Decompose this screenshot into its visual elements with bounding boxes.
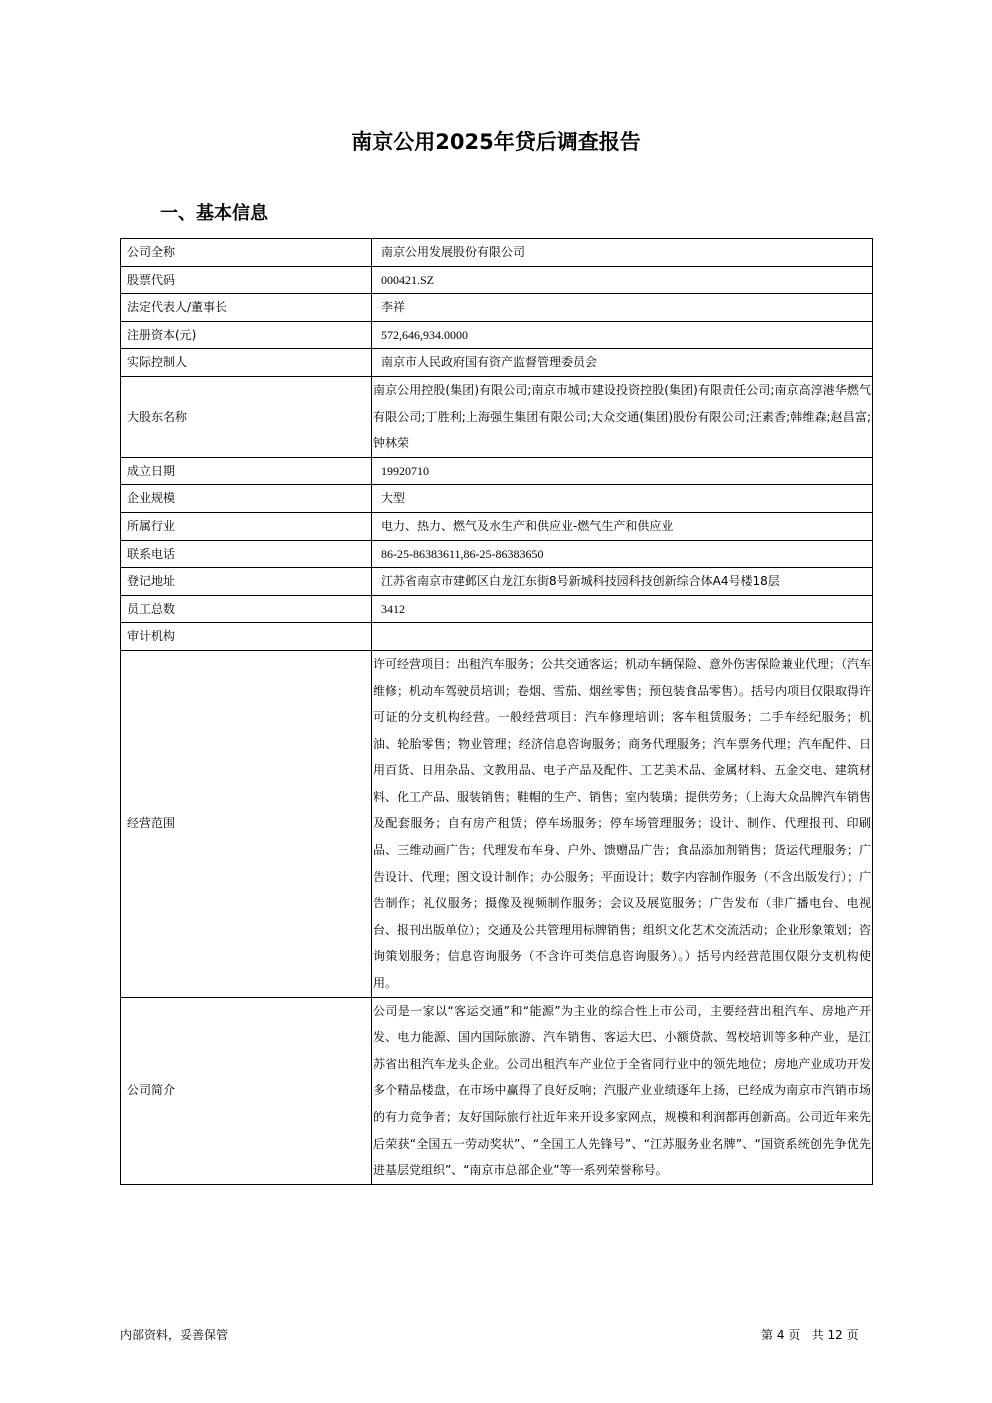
table-row (121, 650, 873, 997)
legal-representative-value: 李祥 (372, 294, 873, 322)
basic-info-table (120, 238, 873, 1185)
registered-address-value: 江苏省南京市建邺区白龙江东街8号新城科技园科技创新综合体A4号楼18层 (372, 568, 873, 596)
company-name-value: 南京公用发展股份有限公司 (372, 239, 873, 267)
table-row (121, 349, 873, 377)
row-label: 公司简介 (121, 997, 372, 1184)
row-label: 员工总数 (121, 595, 372, 623)
row-label: 实际控制人 (121, 349, 372, 377)
footer-confidential-note: 内部资料，妥善保管 (120, 1328, 229, 1342)
phone-value: 86-25-86383611,86-25-86383650 (372, 540, 873, 568)
table-row (121, 512, 873, 540)
table-row (121, 623, 873, 651)
registered-capital-value: 572,646,934.0000 (372, 321, 873, 349)
employee-count-value: 3412 (372, 595, 873, 623)
row-label: 审计机构 (121, 623, 372, 651)
row-label: 经营范围 (121, 650, 372, 997)
industry-value: 电力、热力、燃气及水生产和供应业-燃气生产和供应业 (372, 512, 873, 540)
section-heading: 一、基本信息 (160, 203, 268, 224)
table-row (121, 239, 873, 267)
row-label: 股票代码 (121, 266, 372, 294)
row-label: 登记地址 (121, 568, 372, 596)
row-label: 联系电话 (121, 540, 372, 568)
document-title: 南京公用2025年贷后调查报告 (351, 130, 641, 154)
row-label: 法定代表人/董事长 (121, 294, 372, 322)
table-row (121, 997, 873, 1184)
table-row (121, 294, 873, 322)
table-row (121, 568, 873, 596)
company-profile-value: 公司是一家以“客运交通”和“能源”为主业的综合性上市公司，主要经营出租汽车、房地产开发、电力能源、国内国际旅游、汽车销售、客运大巴、小额贷款、驾校培训等多种产业，是江苏省出租汽车龙头企业。公司出租汽车产业位于全省同行业中的领先地位；房地产业成功开发多个精品楼盘，在市场中赢得了良好反响；汽服产业业绩逐年上扬，已经成为南京市汽销市场的有力竞争者；友好国际旅行社近年来开设多家网点，规模和利润都再创新高。公司近年来先后荣获“全国五一劳动奖状”、“全国工人先锋号”、“江苏服务业名牌”、“国资系统创先争优先进基层党组织”、“南京市总部企业”等一系列荣誉称号。 (372, 997, 873, 1184)
table-row (121, 595, 873, 623)
row-label: 企业规模 (121, 485, 372, 513)
major-shareholders-value: 南京公用控股(集团)有限公司;南京市城市建设投资控股(集团)有限责任公司;南京高淳港华燃气有限公司;丁胜利;上海强生集团有限公司;大众交通(集团)股份有限公司;汪素香;韩维森;赵昌富;钟林荣 (372, 376, 873, 457)
row-label: 大股东名称 (121, 376, 372, 457)
row-label: 注册资本(元) (121, 321, 372, 349)
business-scope-value: 许可经营项目：出租汽车服务；公共交通客运；机动车辆保险、意外伤害保险兼业代理；（汽车维修；机动车驾驶员培训；卷烟、雪茄、烟丝零售；预包装食品零售）。括号内项目仅限取得许可证的分支机构经营。一般经营项目：汽车修理培训；客车租赁服务；二手车经纪服务；机油、轮胎零售；物业管理；经济信息咨询服务；商务代理服务；汽车票务代理；汽车配件、日用百货、日用杂品、文教用品、电子产品及配件、工艺美术品、金属材料、五金交电、建筑材料、化工产品、服装销售；鞋帽的生产、销售；室内装璜；提供劳务；（上海大众品牌汽车销售及配套服务；自有房产租赁；停车场服务；停车场管理服务；设计、制作、代理报刊、印刷品、三维动画广告；代理发布车身、户外、馈赠品广告；食品添加剂销售；货运代理服务；广告设计、代理；图文设计制作；办公服务；平面设计；数字内容制作服务（不含出版发行）；广告制作；礼仪服务；摄像及视频制作服务；会议及展览服务；广告发布（非广播电台、电视台、报刊出版单位）；交通及公共管理用标牌销售；组织文化艺术交流活动；企业形象策划；咨询策划服务；信息咨询服务（不含许可类信息咨询服务）。）括号内经营范围仅限分支机构使用。 (372, 650, 873, 997)
establish-date-value: 19920710 (372, 457, 873, 485)
row-label: 公司全称 (121, 239, 372, 267)
enterprise-scale-value: 大型 (372, 485, 873, 513)
table-row (121, 485, 873, 513)
row-label: 所属行业 (121, 512, 372, 540)
footer-page-number: 第 4 页 共 12 页 (761, 1328, 859, 1342)
table-row (121, 376, 873, 457)
table-row (121, 540, 873, 568)
row-label: 成立日期 (121, 457, 372, 485)
actual-controller-value: 南京市人民政府国有资产监督管理委员会 (372, 349, 873, 377)
table-row (121, 266, 873, 294)
table-row (121, 457, 873, 485)
audit-firm-value (372, 623, 873, 651)
stock-code-value: 000421.SZ (372, 266, 873, 294)
table-row (121, 321, 873, 349)
